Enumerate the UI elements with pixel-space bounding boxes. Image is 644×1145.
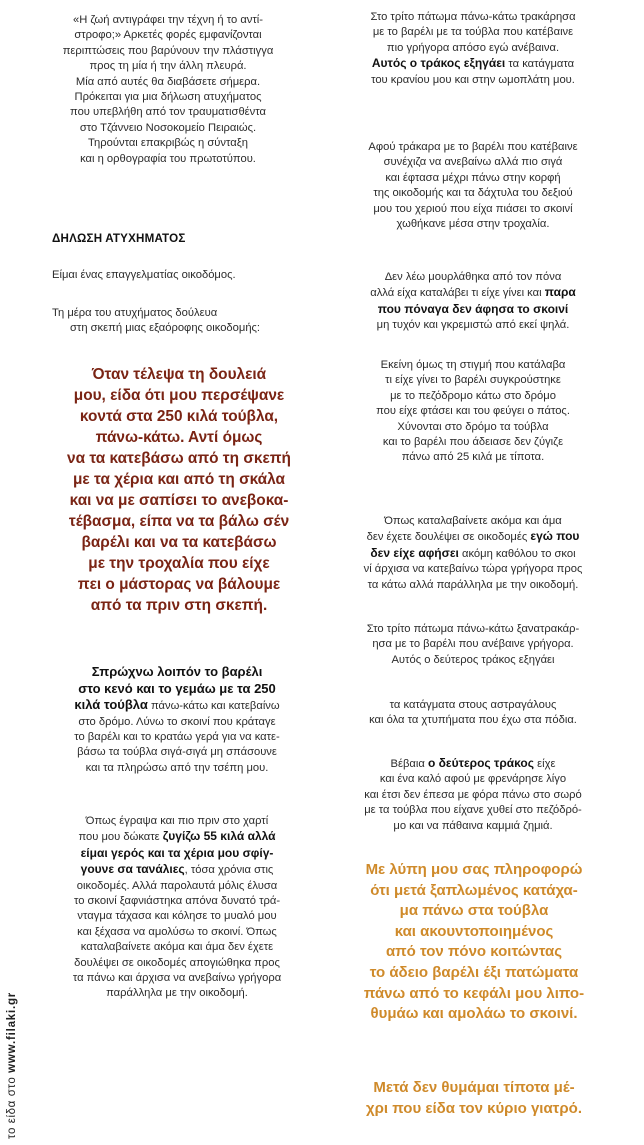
paragraph-line: μη τυχόν και γκρεμιστώ από εκεί ψηλά. xyxy=(376,319,570,332)
paragraph-ankles xyxy=(318,698,628,729)
quote-line: μου, είδα ότι μου περσέψανε xyxy=(73,387,285,404)
bold-phrase: δεν είχε αφήσει xyxy=(370,545,459,560)
paragraph-line: και το βαρέλι που άδειασε δεν ζύγιζε xyxy=(382,436,564,449)
plain-phrase: Βέβαια xyxy=(390,758,428,770)
mixed-line xyxy=(32,829,322,845)
quote-line: θυμάω και αμολάω το σκοινί. xyxy=(370,1005,578,1023)
paragraph-line: που είχε φτάσει και του φεύγει ο πάτος. xyxy=(376,405,570,418)
paragraph-line: μο και να πάθαινα καμμιά ζημιά. xyxy=(393,819,553,832)
bold-phrase: Αυτός ο τράκος εξηγάει xyxy=(371,56,506,71)
quote-line: να τα κατεβάσω από τη σκεπή xyxy=(67,450,291,467)
intro-paragraph xyxy=(18,13,318,167)
pull-quote-orange-ending xyxy=(318,1078,630,1119)
mixed-line xyxy=(318,546,628,562)
quote-line: Όταν τέλεψα τη δουλειά xyxy=(91,366,267,383)
paragraph-line: και όλα τα χτυπήματα που έχω στα πόδια. xyxy=(369,714,577,727)
quote-line: πάνω από το κεφάλι μου λιπο- xyxy=(363,984,585,1002)
paragraph-line: με το βαρέλι με τα τούβλα που κατέβαινε xyxy=(372,26,574,39)
bold-intro-line: Σπρώχνω λοιπόν το βαρέλι xyxy=(91,664,263,679)
paragraph-line: Χύνονται στο δρόμο τα τούβλα xyxy=(397,420,549,433)
paragraph-line: συνέχιζα να ανεβαίνω αλλά πιο σιγά xyxy=(383,156,563,169)
paragraph-weight xyxy=(32,814,322,1002)
bold-phrase: ζυγίζω 55 κιλά αλλά xyxy=(162,829,276,844)
paragraph-day xyxy=(52,306,322,337)
paragraph-descent xyxy=(318,514,628,593)
paragraph-line: στη σκεπή μιας εξαόροφης οικοδομής: xyxy=(70,322,261,335)
mixed-line xyxy=(318,285,628,301)
quote-line: και ακουντοποιημένος xyxy=(394,922,554,940)
intro-line: στο Τζάννειο Νοσοκομείο Πειραιώς. xyxy=(79,121,257,134)
quote-line: με τα χέρια και από τη σκάλα xyxy=(73,471,285,488)
intro-line: «Η ζωή αντιγράφει την τέχνη ή το αντί- xyxy=(72,14,264,26)
quote-line: Μετά δεν θυμάμαι τίποτα μέ- xyxy=(373,1079,575,1096)
intro-line: και η ορθογραφία του πρωτοτύπου. xyxy=(80,152,256,165)
paragraph-line: και ένα καλό αφού με φρενάρησε λίγο xyxy=(379,773,567,786)
paragraph-line: δουλέψει σε οικοδομές απογιώθηκα προς xyxy=(74,956,280,969)
source-prefix: το είδα στο xyxy=(6,1072,18,1139)
paragraph-line: Αυτός ο δεύτερος τράκος εξηγάει xyxy=(391,653,555,666)
quote-line: από τα πριν στη σκεπή. xyxy=(90,597,268,614)
mixed-line xyxy=(32,862,322,878)
intro-line: στροφο;» Αρκετές φορές εμφανίζονται xyxy=(74,29,262,42)
paragraph-line: της οικοδομής και τα δάχτυλα του δεξιού xyxy=(373,187,573,200)
quote-line: τέβασμα, είπα να τα βάλω σέν xyxy=(68,513,290,530)
paragraph-line: μου του χεριού που είχα πιάσει το σκοινί xyxy=(373,202,573,215)
paragraph-line: και έτσι δεν έπεσα με φόρα πάνω στο σωρό xyxy=(364,788,582,801)
plain-phrase: που μου δώκατε xyxy=(78,831,163,844)
paragraph-line: τα κάτω αλλά παράλληλα με την οικοδομή. xyxy=(367,578,579,591)
paragraph-second-crash xyxy=(318,622,628,668)
paragraph-builder xyxy=(52,268,312,283)
declaration-heading: ΔΗΛΩΣΗ ΑΤΥΧΗΜΑΤΟΣ xyxy=(52,232,186,245)
intro-line: Μία από αυτές θα διαβάσετε σήμερα. xyxy=(75,75,261,88)
quote-line: χρι που είδα τον κύριο γιατρό. xyxy=(365,1099,582,1117)
paragraph-braking xyxy=(318,756,628,834)
bold-phrase: ο δεύτερος τράκος xyxy=(427,756,534,770)
plain-phrase: αλλά είχα καταλάβει τι είχε γίνει και xyxy=(370,287,545,300)
paragraph-line: νταγμα τάχασα και κόλησε το μυαλό μου xyxy=(77,910,277,923)
pull-quote-orange xyxy=(318,860,630,1025)
paragraph-line: Τη μέρα του ατυχήματος δούλευα xyxy=(52,307,218,319)
paragraph-line: οικοδομές. Αλλά παρολαυτά μόλις έλυσα xyxy=(76,879,278,892)
paragraph-pain xyxy=(318,270,628,334)
paragraph-line: με το πεζόδρομο κάτω στο δρόμο xyxy=(390,389,556,402)
mixed-line xyxy=(318,56,628,72)
paragraph-line: και έφτασα μέχρι πάνω στην κορφή xyxy=(385,171,561,184)
plain-phrase: , τόσα χρόνια στις xyxy=(184,864,274,877)
paragraph-line: Δεν λέω μουρλάθηκα από τον πόνα xyxy=(384,271,562,283)
paragraph-line: χωθήκανε μέσα στην τροχαλία. xyxy=(396,218,550,231)
paragraph-line: βάσω τα τούβλα σιγά-σιγά μη σπάσουνε xyxy=(77,746,277,759)
bold-phrase: εγώ που xyxy=(530,529,580,544)
paragraph-line: ησα με το βαρέλι που ανέβαινε γρήγορα. xyxy=(372,638,574,651)
paragraph-line: πάνω από 25 κιλά με τίποτα. xyxy=(401,451,545,464)
paragraph-line: τι είχε γίνει το βαρέλι συγκρούστηκε xyxy=(385,374,561,387)
intro-line: Πρόκειται για μια δήλωση ατυχήματος xyxy=(74,91,262,104)
bold-phrase: κιλά τούβλα xyxy=(74,697,148,713)
quote-line: πάνω-κάτω. Αντί όμως xyxy=(95,429,263,446)
quote-line: το άδειο βαρέλι έξι πατώματα xyxy=(369,963,579,981)
quote-line: βαρέλι και να τα κατεβάσω xyxy=(81,534,277,551)
mixed-line xyxy=(32,846,322,862)
paragraph-first-crash xyxy=(318,10,628,88)
mixed-line xyxy=(318,529,628,545)
paragraph-line: καταλαβαίνετε ακόμα και άμα δεν έχετε xyxy=(80,941,274,954)
paragraph-line: και ξέχασα να αμολύσω το σκοινί. Όπως xyxy=(77,925,277,938)
paragraph-line: Αφού τράκαρα με το βαρέλι που κατέβαινε xyxy=(368,141,578,153)
paragraph-line: στο δρόμο. Λύνω το σκοινί που κράταγε xyxy=(78,715,276,728)
plain-phrase: δεν έχετε δουλέψει σε οικοδομές xyxy=(366,531,531,544)
paragraph-line: τα πάνω και άρχισα να ανεβαίνω γρήγορα xyxy=(72,972,282,985)
paragraph-line: το βαρέλι και το κρατάω γερά για να κατε- xyxy=(74,731,280,743)
plain-phrase: είχε xyxy=(534,758,556,770)
intro-line: προς τη μία ή την άλλη πλευρά. xyxy=(89,60,247,73)
paragraph-line: Στο τρίτο πάτωμα πάνω-κάτω τρακάρησα xyxy=(370,11,576,23)
paragraph-line: και τα πληρώσω από την τσέπη μου. xyxy=(85,761,269,774)
plain-phrase: τα κατάγματα xyxy=(505,58,575,71)
paragraph-collision xyxy=(318,358,628,466)
source-website-link[interactable]: www.filaki.gr xyxy=(6,991,18,1073)
quote-line: ότι μετά ξαπλωμένος κατάχα- xyxy=(370,881,578,899)
paragraph-pulley xyxy=(318,140,628,232)
bold-intro-line: στο κενό και το γεμάω με τα 250 xyxy=(78,680,276,696)
paragraph-line: Είμαι ένας επαγγελματίας οικοδόμος. xyxy=(52,269,236,281)
intro-line: Τηρούνται επακριβώς η σύνταξη xyxy=(88,137,248,150)
source-sidebar xyxy=(6,992,18,1139)
quote-line: Με λύπη μου σας πληροφορώ xyxy=(365,861,583,878)
bold-phrase: που πόναγα δεν άφησα το σκοινί xyxy=(377,301,569,316)
plain-phrase: πάνω-κάτω και κατεβαίνω xyxy=(147,700,280,713)
quote-line: με την τροχαλία που είχε xyxy=(88,555,270,572)
paragraph-line: πιο γρήγορα απόσο εγώ ανέβαινα. xyxy=(386,41,560,54)
mixed-line xyxy=(318,756,628,772)
paragraph-line: Στο τρίτο πάτωμα πάνω-κάτω ξανατρακάρ- xyxy=(366,623,580,635)
intro-line: που υπεβλήθη από τον τραυματισθέντα xyxy=(70,106,266,119)
paragraph-line: Όπως έγραψα και πιο πριν στο χαρτί xyxy=(85,815,269,827)
mixed-line xyxy=(32,697,322,714)
quote-line: μα πάνω στα τούβλα xyxy=(399,902,549,920)
paragraph-line: του κρανίου μου και στην ωμοπλάτη μου. xyxy=(371,73,575,86)
paragraph-line: Εκείνη όμως τη στιγμή που κατάλαβα xyxy=(380,359,566,371)
bold-phrase: παρα xyxy=(544,285,576,300)
bold-phrase: είμαι γερός και τα χέρια μου σφίγ- xyxy=(80,845,274,860)
quote-line: κοντά στα 250 κιλά τούβλα, xyxy=(79,408,279,425)
paragraph-line: νί άρχισα να κατεβαίνω τώρα γρήγορα προς xyxy=(363,563,583,576)
bold-phrase: γουνε σα τανάλιες xyxy=(80,862,185,877)
mixed-line xyxy=(318,302,628,318)
paragraph-line: τα κατάγματα στους αστραγάλους xyxy=(389,699,557,711)
paragraph-line: με τα τούβλα που είχανε χυθεί στο πεζόδρό- xyxy=(364,804,582,817)
intro-line: περιπτώσεις που βαρύνουν την πλάστιγγα xyxy=(62,44,274,57)
paragraph-line: παράλληλα με την οικοδομή. xyxy=(106,987,248,1000)
paragraph-line: το σκοινί ξαφνιάστηκα απόνα δυνατό τρά- xyxy=(73,895,281,908)
plain-phrase: ακόμη καθόλου το σκοι xyxy=(458,547,576,560)
paragraph-barrel xyxy=(32,664,322,776)
pull-quote-dark xyxy=(34,364,324,616)
paragraph-line: Όπως καταλαβαίνετε ακόμα και άμα xyxy=(384,515,562,527)
quote-line: και να με σαπίσει το ανεβοκα- xyxy=(69,492,289,509)
quote-line: από τον πόνο κοιτώντας xyxy=(385,943,563,961)
quote-line: πει ο μάστορας να βάλουμε xyxy=(77,576,281,593)
